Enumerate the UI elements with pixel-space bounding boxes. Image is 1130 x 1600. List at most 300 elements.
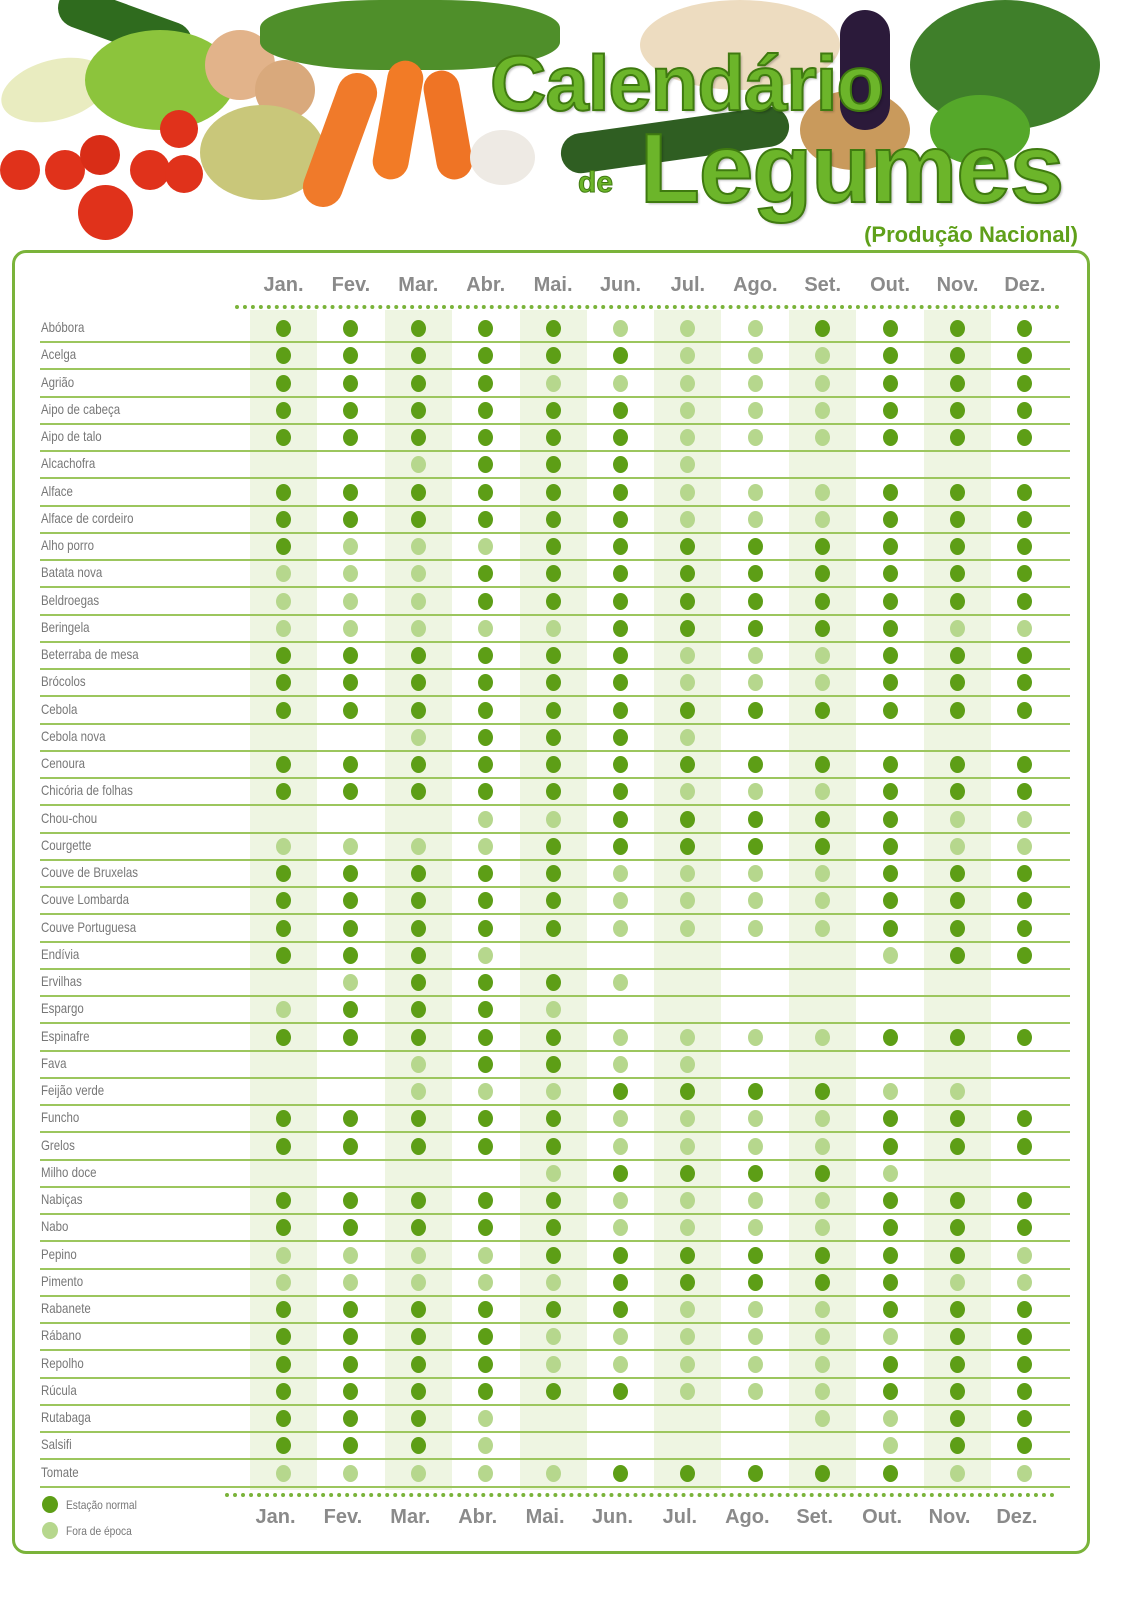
bottom-divider [225, 1493, 1055, 1497]
in-season-dot [950, 1356, 965, 1373]
in-season-dot [478, 729, 493, 746]
in-season-dot [276, 1029, 291, 1046]
vegetable-name: Alho porro [41, 537, 94, 553]
in-season-dot [546, 593, 561, 610]
row-divider [40, 396, 1070, 398]
in-season-dot [343, 702, 358, 719]
in-season-dot [411, 1410, 426, 1427]
in-season-dot [883, 1029, 898, 1046]
carrot-illustration [370, 58, 426, 182]
vegetable-name: Aipo de talo [41, 428, 102, 444]
row-divider [40, 723, 1070, 725]
in-season-dot [478, 1383, 493, 1400]
vegetable-name: Couve de Bruxelas [41, 864, 139, 880]
title-legumes: Legumes [640, 113, 1064, 223]
in-season-dot [478, 1138, 493, 1155]
vegetable-name: Cebola nova [41, 727, 106, 744]
in-season-dot [411, 974, 426, 991]
row-divider [40, 886, 1070, 888]
in-season-dot [883, 593, 898, 610]
vegetable-name: Endívia [41, 945, 80, 962]
vegetable-name: Rutabaga [41, 1409, 91, 1425]
in-season-dot [411, 375, 426, 392]
month-footer-jul: Jul. [662, 1506, 698, 1528]
subtitle: (Produção Nacional) [864, 222, 1078, 247]
in-season-dot [883, 1192, 898, 1209]
in-season-dot [613, 1465, 628, 1482]
month-header-set: Set. [804, 274, 842, 296]
month-footer-ago: Ago. [725, 1506, 770, 1528]
in-season-dot [748, 1247, 763, 1264]
in-season-dot [883, 511, 898, 528]
row-divider [40, 1077, 1070, 1079]
carrot-illustration [421, 68, 476, 183]
in-season-dot [478, 1056, 493, 1073]
in-season-dot [276, 647, 291, 664]
row-divider [40, 641, 1070, 643]
in-season-dot [276, 756, 291, 773]
in-season-dot [748, 1274, 763, 1291]
in-season-dot [680, 593, 695, 610]
in-season-dot [815, 811, 830, 828]
in-season-dot [276, 947, 291, 964]
in-season-dot [748, 756, 763, 773]
month-header-fev: Fev. [331, 274, 371, 296]
off-season-dot [478, 811, 493, 828]
in-season-dot [950, 1383, 965, 1400]
vegetable-name: Pepino [41, 1245, 77, 1262]
in-season-dot [276, 1356, 291, 1373]
in-season-dot [883, 1465, 898, 1482]
row-divider [40, 1050, 1070, 1052]
vegetable-name: Chicória de folhas [41, 782, 133, 799]
row-divider [40, 614, 1070, 616]
off-season-dot [478, 1465, 493, 1482]
in-season-dot [411, 1219, 426, 1236]
tomato-illustration [80, 135, 120, 175]
in-season-dot [343, 375, 358, 392]
off-season-dot [546, 1001, 561, 1018]
in-season-dot [546, 1219, 561, 1236]
in-season-dot [883, 674, 898, 691]
in-season-dot [613, 1165, 628, 1182]
off-season-dot [883, 1083, 898, 1100]
row-divider [40, 1404, 1070, 1406]
in-season-dot [883, 838, 898, 855]
in-season-dot [815, 702, 830, 719]
off-season-dot [748, 1383, 763, 1400]
row-divider [40, 750, 1070, 752]
row-divider [40, 1322, 1070, 1324]
off-season-dot [478, 620, 493, 637]
vegetable-name: Alface [41, 482, 73, 499]
month-header-jan: Jan. [263, 274, 304, 296]
in-season-dot [950, 1247, 965, 1264]
off-season-dot [748, 484, 763, 501]
off-season-dot [950, 1083, 965, 1100]
in-season-dot [883, 892, 898, 909]
in-season-dot [950, 647, 965, 664]
off-season-dot [748, 320, 763, 337]
in-season-dot [883, 320, 898, 337]
row-divider [40, 668, 1070, 670]
off-season-dot [748, 1356, 763, 1373]
in-season-dot [883, 565, 898, 582]
row-divider [40, 450, 1070, 452]
off-season-dot [748, 647, 763, 664]
legend-normal-label: Estação normal [66, 1498, 137, 1512]
row-divider [40, 941, 1070, 943]
in-season-dot [546, 974, 561, 991]
off-season-dot [478, 838, 493, 855]
off-season-dot [680, 1029, 695, 1046]
row-divider [40, 1268, 1070, 1270]
in-season-dot [613, 1247, 628, 1264]
title-de: de [578, 166, 614, 199]
in-season-dot [411, 756, 426, 773]
off-season-dot [1017, 1247, 1032, 1264]
month-footer-jan: Jan. [255, 1506, 296, 1528]
in-season-dot [748, 702, 763, 719]
in-season-dot [276, 402, 291, 419]
in-season-dot [883, 484, 898, 501]
off-season-dot [748, 1328, 763, 1345]
in-season-dot [546, 674, 561, 691]
in-season-dot [1017, 1356, 1032, 1373]
off-season-dot [411, 729, 426, 746]
vegetable-name: Beldroegas [41, 591, 100, 608]
vegetable-name: Beterraba de mesa [41, 646, 139, 662]
month-footer-mar: Mar. [390, 1506, 431, 1528]
in-season-dot [546, 838, 561, 855]
in-season-dot [343, 484, 358, 501]
row-divider [40, 913, 1070, 915]
off-season-dot [1017, 811, 1032, 828]
vegetable-name: Rúcula [41, 1381, 77, 1398]
in-season-dot [883, 1301, 898, 1318]
off-season-dot [411, 565, 426, 582]
in-season-dot [276, 375, 291, 392]
month-header-ago: Ago. [733, 274, 778, 296]
in-season-dot [613, 702, 628, 719]
off-season-dot [343, 1247, 358, 1264]
row-divider [40, 1159, 1070, 1161]
in-season-dot [613, 1083, 628, 1100]
off-season-dot [411, 1056, 426, 1073]
off-season-dot [411, 1247, 426, 1264]
in-season-dot [950, 1029, 965, 1046]
in-season-dot [748, 1083, 763, 1100]
row-divider [40, 477, 1070, 479]
off-season-dot [546, 375, 561, 392]
in-season-dot [748, 620, 763, 637]
in-season-dot [546, 565, 561, 582]
off-season-dot [815, 402, 830, 419]
in-season-dot [411, 865, 426, 882]
off-season-dot [748, 865, 763, 882]
row-divider [40, 1186, 1070, 1188]
off-season-dot [748, 674, 763, 691]
in-season-dot [478, 375, 493, 392]
off-season-dot [815, 511, 830, 528]
header-banner [0, 0, 1130, 245]
legend-off-label: Fora de época [66, 1524, 132, 1538]
in-season-dot [546, 347, 561, 364]
off-season-dot [546, 811, 561, 828]
vegetable-name: Espinafre [41, 1027, 90, 1044]
off-season-dot [613, 865, 628, 882]
off-season-dot [613, 1192, 628, 1209]
vegetable-name: Cenoura [41, 755, 86, 771]
off-season-dot [613, 920, 628, 937]
in-season-dot [883, 538, 898, 555]
in-season-dot [950, 511, 965, 528]
row-divider [40, 1240, 1070, 1242]
row-divider [40, 1104, 1070, 1106]
off-season-dot [546, 1465, 561, 1482]
row-divider [40, 859, 1070, 861]
in-season-dot [613, 1301, 628, 1318]
in-season-dot [748, 1465, 763, 1482]
off-season-dot [748, 1110, 763, 1127]
off-season-dot [1017, 1465, 1032, 1482]
vegetable-name: Abóbora [41, 319, 85, 335]
vegetable-name: Beringela [41, 618, 90, 635]
vegetable-name: Repolho [41, 1354, 84, 1371]
in-season-dot [411, 1301, 426, 1318]
vegetable-name: Nabiças [41, 1191, 83, 1207]
vegetable-name: Couve Portuguesa [41, 918, 137, 935]
in-season-dot [343, 1029, 358, 1046]
in-season-dot [815, 838, 830, 855]
in-season-dot [546, 783, 561, 800]
in-season-dot [1017, 1029, 1032, 1046]
vegetable-name: Salsifi [41, 1436, 72, 1453]
row-divider [40, 1022, 1070, 1024]
in-season-dot [411, 947, 426, 964]
in-season-dot [411, 783, 426, 800]
in-season-dot [546, 320, 561, 337]
in-season-dot [1017, 484, 1032, 501]
row-divider [40, 1458, 1070, 1460]
in-season-dot [546, 1110, 561, 1127]
in-season-dot [883, 647, 898, 664]
in-season-dot [883, 620, 898, 637]
in-season-dot [546, 511, 561, 528]
row-divider [40, 1431, 1070, 1433]
in-season-dot [411, 320, 426, 337]
in-season-dot [883, 375, 898, 392]
month-footer-dez: Dez. [996, 1506, 1038, 1528]
off-season-dot [276, 620, 291, 637]
in-season-dot [883, 1247, 898, 1264]
in-season-dot [411, 511, 426, 528]
month-footer-out: Out. [862, 1506, 903, 1528]
tomato-illustration [130, 150, 170, 190]
in-season-dot [546, 756, 561, 773]
off-season-dot [546, 1165, 561, 1182]
legend-normal-dot [42, 1496, 58, 1513]
in-season-dot [546, 456, 561, 473]
row-divider [40, 804, 1070, 806]
in-season-dot [613, 1274, 628, 1291]
row-divider [40, 968, 1070, 970]
vegetable-name: Chou-chou [41, 809, 98, 826]
vegetable-name: Rábano [41, 1327, 82, 1344]
tomato-illustration [45, 150, 85, 190]
in-season-dot [680, 811, 695, 828]
off-season-dot [613, 375, 628, 392]
off-season-dot [546, 1328, 561, 1345]
off-season-dot [748, 1029, 763, 1046]
in-season-dot [478, 1356, 493, 1373]
in-season-dot [343, 920, 358, 937]
vegetable-name: Cebola [41, 700, 78, 717]
off-season-dot [748, 375, 763, 392]
off-season-dot [613, 1356, 628, 1373]
in-season-dot [546, 729, 561, 746]
in-season-dot [1017, 375, 1032, 392]
in-season-dot [883, 1383, 898, 1400]
off-season-dot [478, 1247, 493, 1264]
in-season-dot [411, 484, 426, 501]
off-season-dot [748, 511, 763, 528]
vegetable-name: Alface de cordeiro [41, 509, 134, 526]
in-season-dot [748, 593, 763, 610]
in-season-dot [613, 647, 628, 664]
off-season-dot [546, 1083, 561, 1100]
vegetable-name: Funcho [41, 1109, 80, 1126]
off-season-dot [613, 1138, 628, 1155]
in-season-dot [343, 1138, 358, 1155]
off-season-dot [883, 1410, 898, 1427]
in-season-dot [546, 1138, 561, 1155]
in-season-dot [680, 1465, 695, 1482]
off-season-dot [343, 1465, 358, 1482]
in-season-dot [748, 538, 763, 555]
month-footer-set: Set. [796, 1506, 834, 1528]
in-season-dot [478, 484, 493, 501]
in-season-dot [950, 402, 965, 419]
in-season-dot [546, 1247, 561, 1264]
in-season-dot [276, 1192, 291, 1209]
in-season-dot [815, 1247, 830, 1264]
top-divider [235, 305, 1060, 309]
in-season-dot [276, 920, 291, 937]
row-divider [40, 532, 1070, 534]
vegetable-name: Acelga [41, 346, 77, 363]
row-divider [40, 423, 1070, 425]
in-season-dot [411, 1110, 426, 1127]
row-divider [40, 832, 1070, 834]
in-season-dot [950, 320, 965, 337]
in-season-dot [883, 1110, 898, 1127]
in-season-dot [276, 320, 291, 337]
in-season-dot [546, 484, 561, 501]
month-header-jul: Jul. [670, 274, 706, 296]
vegetable-name: Batata nova [41, 564, 103, 581]
in-season-dot [276, 484, 291, 501]
vegetable-name: Nabo [41, 1218, 69, 1235]
in-season-dot [411, 1437, 426, 1454]
off-season-dot [680, 484, 695, 501]
in-season-dot [276, 1410, 291, 1427]
month-header-abr: Abr. [466, 274, 506, 296]
in-season-dot [478, 511, 493, 528]
in-season-dot [478, 702, 493, 719]
in-season-dot [883, 811, 898, 828]
off-season-dot [748, 1192, 763, 1209]
in-season-dot [546, 1383, 561, 1400]
in-season-dot [815, 1465, 830, 1482]
in-season-dot [411, 892, 426, 909]
off-season-dot [613, 320, 628, 337]
row-divider [40, 1349, 1070, 1351]
in-season-dot [411, 429, 426, 446]
off-season-dot [276, 838, 291, 855]
off-season-dot [748, 1138, 763, 1155]
in-season-dot [276, 538, 291, 555]
garlic-illustration [470, 130, 535, 185]
in-season-dot [478, 1029, 493, 1046]
title-calendario: Calendário [490, 39, 884, 127]
in-season-dot [883, 402, 898, 419]
off-season-dot [613, 1029, 628, 1046]
row-divider [40, 1131, 1070, 1133]
in-season-dot [883, 783, 898, 800]
in-season-dot [950, 865, 965, 882]
off-season-dot [748, 892, 763, 909]
in-season-dot [950, 429, 965, 446]
in-season-dot [478, 593, 493, 610]
in-season-dot [883, 865, 898, 882]
row-divider [40, 695, 1070, 697]
off-season-dot [411, 538, 426, 555]
in-season-dot [613, 838, 628, 855]
in-season-dot [546, 1029, 561, 1046]
vegetable-name: Feijão verde [41, 1082, 105, 1098]
in-season-dot [613, 402, 628, 419]
in-season-dot [478, 920, 493, 937]
in-season-dot [883, 1219, 898, 1236]
in-season-dot [411, 647, 426, 664]
off-season-dot [748, 1301, 763, 1318]
in-season-dot [411, 1328, 426, 1345]
off-season-dot [950, 620, 965, 637]
month-footer-mai: Mai. [525, 1506, 565, 1528]
in-season-dot [748, 565, 763, 582]
off-season-dot [411, 1465, 426, 1482]
off-season-dot [546, 1356, 561, 1373]
in-season-dot [411, 702, 426, 719]
off-season-dot [411, 838, 426, 855]
off-season-dot [276, 593, 291, 610]
off-season-dot [815, 920, 830, 937]
in-season-dot [546, 402, 561, 419]
in-season-dot [411, 1029, 426, 1046]
in-season-dot [1017, 1138, 1032, 1155]
vegetable-name: Courgette [41, 836, 92, 853]
in-season-dot [748, 838, 763, 855]
in-season-dot [613, 1383, 628, 1400]
off-season-dot [613, 974, 628, 991]
in-season-dot [276, 429, 291, 446]
in-season-dot [883, 347, 898, 364]
vegetable-name: Agrião [41, 373, 75, 390]
row-divider [40, 368, 1070, 370]
off-season-dot [883, 1437, 898, 1454]
row-divider [40, 505, 1070, 507]
